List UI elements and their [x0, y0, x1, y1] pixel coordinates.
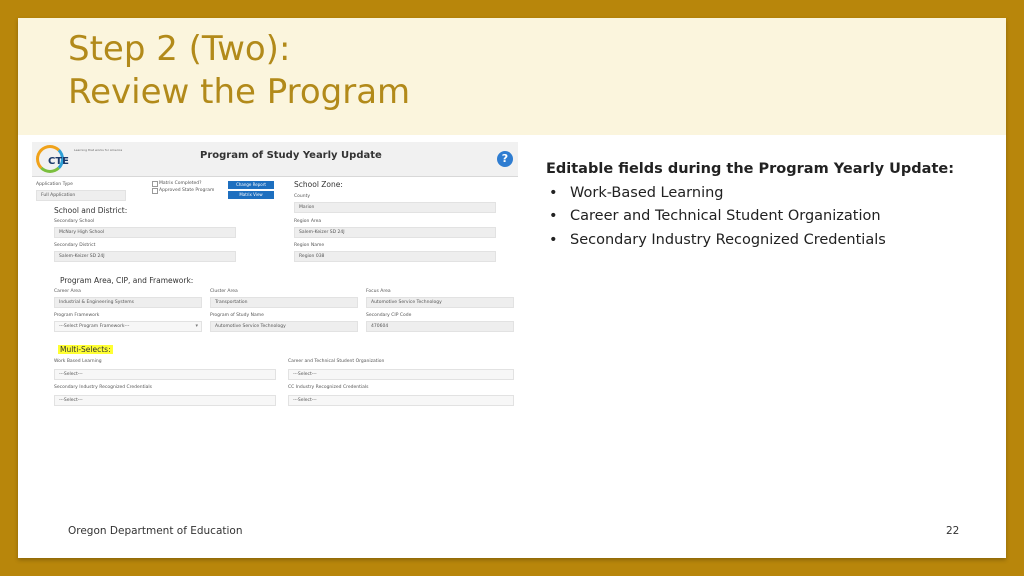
region-area-label: Region Area	[294, 219, 322, 224]
secondary-cip-label: Secondary CIP Code	[366, 313, 412, 318]
program-area-heading: Program Area, CIP, and Framework:	[60, 276, 194, 285]
slide-title-line-2: Review the Program	[68, 72, 411, 112]
bullet-icon: •	[549, 208, 558, 224]
program-framework-select[interactable]	[54, 321, 202, 332]
career-area-field: Industrial & Engineering Systems	[54, 297, 202, 308]
page-number: 22	[946, 525, 960, 537]
list-item-text: Work-Based Learning	[570, 184, 724, 201]
secondary-irc-label: Secondary Industry Recognized Credentials	[54, 385, 153, 390]
matrix-completed-checkbox[interactable]	[152, 181, 158, 187]
cte-logo-tagline: Learning that works for America	[74, 148, 123, 152]
matrix-view-button[interactable]: Matrix View	[228, 191, 274, 199]
screenshot-header	[32, 142, 518, 177]
multi-selects-highlight: Multi-Selects:	[60, 345, 111, 354]
screenshot-title: Program of Study Yearly Update	[200, 150, 382, 161]
focus-area-field: Automotive Service Technology	[366, 297, 514, 308]
list-item-text: Career and Technical Student Organization	[570, 208, 881, 224]
slide-title-line-1: Step 2 (Two):	[68, 29, 291, 69]
cluster-area-label: Cluster Area	[210, 289, 238, 294]
slide-footer: Oregon Department of Education	[68, 525, 243, 537]
list-item	[546, 205, 986, 229]
county-field: Marion	[294, 202, 496, 213]
approved-state-program-label: Approved State Program	[159, 188, 215, 193]
county-label: County	[294, 194, 311, 199]
application-type-label: Application Type	[36, 182, 73, 187]
multi-selects-heading	[58, 345, 113, 354]
bullet-icon: •	[549, 184, 558, 201]
ctso-label: Career and Technical Student Organization	[288, 359, 385, 364]
chevron-down-icon: ▾	[195, 323, 198, 329]
cte-logo-text: CTE	[48, 156, 69, 167]
cluster-area-field: Transportation	[210, 297, 358, 308]
region-name-field: Region 038	[294, 251, 496, 262]
school-zone-heading: School Zone:	[294, 180, 343, 189]
work-based-learning-select[interactable]: ---Select---	[54, 369, 276, 380]
approved-state-program-checkbox[interactable]	[152, 188, 158, 194]
program-framework-value: ---Select Program Framework---	[59, 324, 130, 329]
region-name-label: Region Name	[294, 243, 325, 248]
cc-irc-select[interactable]: ---Select---	[288, 395, 514, 406]
secondary-district-label: Secondary District	[54, 243, 96, 248]
matrix-completed-label: Matrix Completed?	[159, 181, 202, 186]
program-study-name-label: Program of Study Name	[210, 313, 264, 318]
ctso-select[interactable]: ---Select---	[288, 369, 514, 380]
application-type-field: Full Application	[36, 190, 126, 201]
slide	[18, 18, 1006, 558]
change-report-button[interactable]: Change Report	[228, 181, 274, 189]
career-area-label: Career Area	[54, 289, 81, 294]
bullet-icon: •	[549, 231, 558, 248]
cc-irc-label: CC Industry Recognized Credentials	[288, 385, 369, 390]
secondary-school-label: Secondary School	[54, 219, 95, 224]
notes-heading: Editable fields during the Program Yearly Update:	[546, 161, 955, 177]
program-study-name-field: Automotive Service Technology	[210, 321, 358, 332]
list-item	[546, 182, 986, 206]
program-yearly-update-screenshot	[32, 142, 518, 412]
secondary-irc-select[interactable]: ---Select---	[54, 395, 276, 406]
editable-fields-notes	[546, 158, 986, 252]
secondary-district-field: Salem-Keizer SD 24J	[54, 251, 236, 262]
region-area-field: Salem-Keizer SD 24J	[294, 227, 496, 238]
list-item-text: Secondary Industry Recognized Credentials	[570, 231, 886, 248]
focus-area-label: Focus Area	[366, 289, 391, 294]
list-item	[546, 229, 986, 253]
notes-list	[546, 182, 986, 253]
secondary-school-field: McNary High School	[54, 227, 236, 238]
title-band	[18, 18, 1006, 135]
program-framework-label: Program Framework	[54, 313, 100, 318]
work-based-learning-label: Work Based Learning	[54, 359, 102, 364]
slide-title	[68, 28, 410, 114]
help-icon[interactable]: ?	[497, 151, 513, 167]
school-district-heading: School and District:	[54, 206, 128, 215]
secondary-cip-field: 470604	[366, 321, 514, 332]
